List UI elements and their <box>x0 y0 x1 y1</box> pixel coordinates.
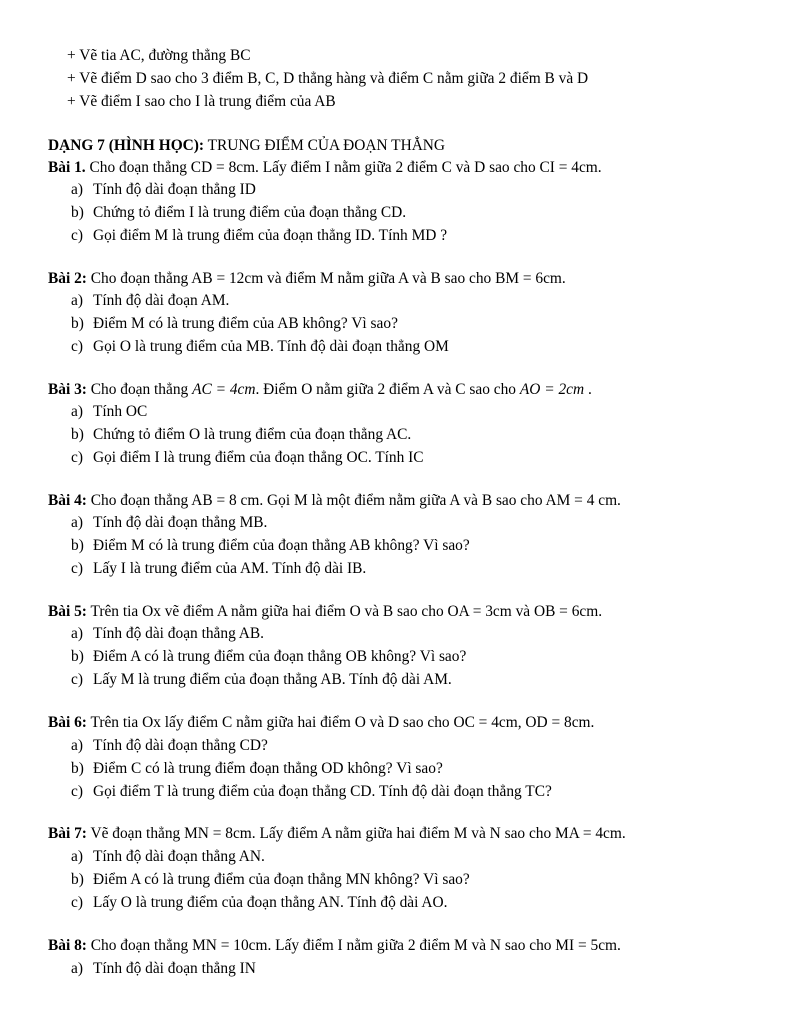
sub-question <box>71 337 449 357</box>
sub-question <box>71 425 411 445</box>
math-expression: AC = 4cm <box>192 381 256 398</box>
sub-question-label: a) <box>71 848 83 865</box>
section-label: DẠNG 7 (HÌNH HỌC): <box>48 137 205 154</box>
sub-question <box>71 226 447 246</box>
sub-question-text: Điểm M có là trung điểm của đoạn thẳng AB không? Vì sao? <box>93 537 470 554</box>
sub-question <box>71 647 466 667</box>
sub-question-label: a) <box>71 514 83 531</box>
sub-question-text: Điểm A có là trung điểm của đoạn thẳng MN không? Vì sao? <box>93 871 470 888</box>
sub-question <box>71 870 470 890</box>
problem-text-part: Cho đoạn thẳng <box>90 381 193 398</box>
problem-text: Vẽ đoạn thẳng MN = 8cm. Lấy điểm A nằm giữa hai điểm M và N sao cho MA = 4cm. <box>90 825 626 842</box>
sub-question-text: Tính độ dài đoạn thẳng MB. <box>93 514 268 531</box>
sub-question-label: a) <box>71 960 83 977</box>
sub-question-label: b) <box>71 648 84 665</box>
sub-question-text: Gọi O là trung điểm của MB. Tính độ dài đoạn thẳng OM <box>93 338 449 355</box>
sub-question-label: b) <box>71 760 84 777</box>
sub-question-text: Lấy I là trung điểm của AM. Tính độ dài IB. <box>93 560 367 577</box>
sub-question-text: Gọi điểm I là trung điểm của đoạn thẳng OC. Tính IC <box>93 449 424 466</box>
sub-question <box>71 959 256 979</box>
section-heading <box>48 136 445 156</box>
problem-label: Bài 8: <box>48 937 87 954</box>
problem-heading <box>48 824 626 844</box>
sub-question-label: b) <box>71 871 84 888</box>
problem-text-part: . Điểm O nằm giữa 2 điểm A và C sao cho <box>255 381 520 398</box>
problem-heading <box>48 491 621 511</box>
sub-question-text: Tính độ dài đoạn thẳng IN <box>93 960 256 977</box>
sub-question-label: a) <box>71 181 83 198</box>
sub-question-text: Điểm M có là trung điểm của AB không? Vì sao? <box>93 315 398 332</box>
problem-text: Cho đoạn thẳng AB = 12cm và điểm M nằm giữa A và B sao cho BM = 6cm. <box>90 270 566 287</box>
sub-question-text: Lấy M là trung điểm của đoạn thẳng AB. Tính độ dài AM. <box>93 671 452 688</box>
problem-label: Bài 6: <box>48 714 87 731</box>
math-expression: AO = 2cm <box>519 381 585 398</box>
sub-question-text: Tính độ dài đoạn thẳng AB. <box>93 625 264 642</box>
sub-question-text: Lấy O là trung điểm của đoạn thẳng AN. Tính độ dài AO. <box>93 894 448 911</box>
sub-question-label: c) <box>71 894 83 911</box>
sub-question-label: a) <box>71 292 83 309</box>
problem-heading <box>48 269 566 289</box>
sub-question-text: Điểm C có là trung điểm đoạn thẳng OD không? Vì sao? <box>93 760 443 777</box>
sub-question-text: Điểm A có là trung điểm của đoạn thẳng OB không? Vì sao? <box>93 648 467 665</box>
sub-question-label: b) <box>71 204 84 221</box>
sub-question <box>71 203 406 223</box>
problem-text: Trên tia Ox lấy điểm C nằm giữa hai điểm O và D sao cho OC = 4cm, OD = 8cm. <box>90 714 595 731</box>
sub-question-label: c) <box>71 671 83 688</box>
sub-question-label: b) <box>71 426 84 443</box>
intro-line: + Vẽ điểm I sao cho I là trung điểm của AB <box>67 93 336 110</box>
problem-text-part: . <box>584 381 592 398</box>
sub-question-text: Gọi điểm M là trung điểm của đoạn thẳng ID. Tính MD ? <box>93 227 448 244</box>
sub-question-text: Chứng tỏ điểm O là trung điểm của đoạn thẳng AC. <box>93 426 412 443</box>
sub-question-text: Tính độ dài đoạn thẳng CD? <box>93 737 268 754</box>
problem-text: Cho đoạn thẳng AB = 8 cm. Gọi M là một điểm nằm giữa A và B sao cho AM = 4 cm. <box>90 492 621 509</box>
problem-text: Trên tia Ox vẽ điểm A nằm giữa hai điểm O và B sao cho OA = 3cm và OB = 6cm. <box>90 603 603 620</box>
sub-question <box>71 291 229 311</box>
problem-label: Bài 2: <box>48 270 87 287</box>
sub-question-text: Tính độ dài đoạn thẳng AN. <box>93 848 265 865</box>
sub-question-label: c) <box>71 227 83 244</box>
problem-heading <box>48 936 621 956</box>
sub-question-label: a) <box>71 737 83 754</box>
sub-question-label: b) <box>71 537 84 554</box>
problem-text: Cho đoạn thẳng CD = 8cm. Lấy điểm I nằm giữa 2 điểm C và D sao cho CI = 4cm. <box>89 159 602 176</box>
sub-question <box>71 513 267 533</box>
sub-question <box>71 448 424 468</box>
sub-question-label: a) <box>71 625 83 642</box>
sub-question <box>71 782 552 802</box>
sub-question <box>71 536 470 556</box>
sub-question <box>71 759 443 779</box>
problem-text: Cho đoạn thẳng MN = 10cm. Lấy điểm I nằm giữa 2 điểm M và N sao cho MI = 5cm. <box>90 937 621 954</box>
sub-question <box>71 180 256 200</box>
sub-question <box>71 736 268 756</box>
sub-question <box>71 893 448 913</box>
sub-question-label: b) <box>71 315 84 332</box>
sub-question-text: Gọi điểm T là trung điểm của đoạn thẳng CD. Tính độ dài đoạn thẳng TC? <box>93 783 552 800</box>
problem-label: Bài 5: <box>48 603 87 620</box>
sub-question <box>71 314 398 334</box>
sub-question-label: a) <box>71 403 83 420</box>
problem-heading <box>48 380 592 400</box>
section-title: TRUNG ĐIỂM CỦA ĐOẠN THẲNG <box>207 137 446 154</box>
sub-question-text: Tính độ dài đoạn thẳng ID <box>93 181 256 198</box>
problem-label: Bài 1. <box>48 159 86 176</box>
sub-question <box>71 559 366 579</box>
problem-text <box>91 381 592 398</box>
problem-heading <box>48 602 602 622</box>
sub-question <box>71 847 265 867</box>
problem-label: Bài 4: <box>48 492 87 509</box>
sub-question <box>71 624 264 644</box>
sub-question-label: c) <box>71 783 83 800</box>
sub-question <box>71 670 452 690</box>
problem-label: Bài 7: <box>48 825 87 842</box>
sub-question-text: Chứng tỏ điểm I là trung điểm của đoạn thẳng CD. <box>93 204 407 221</box>
problem-heading <box>48 713 594 733</box>
sub-question-label: c) <box>71 338 83 355</box>
problem-heading <box>48 158 602 178</box>
sub-question-label: c) <box>71 560 83 577</box>
sub-question <box>71 402 147 422</box>
problem-label: Bài 3: <box>48 381 87 398</box>
sub-question-label: c) <box>71 449 83 466</box>
intro-line: + Vẽ điểm D sao cho 3 điểm B, C, D thẳng hàng và điểm C nằm giữa 2 điểm B và D <box>67 70 589 87</box>
sub-question-text: Tính OC <box>93 403 148 420</box>
intro-line: + Vẽ tia AC, đường thẳng BC <box>67 47 251 64</box>
sub-question-text: Tính độ dài đoạn AM. <box>93 292 230 309</box>
